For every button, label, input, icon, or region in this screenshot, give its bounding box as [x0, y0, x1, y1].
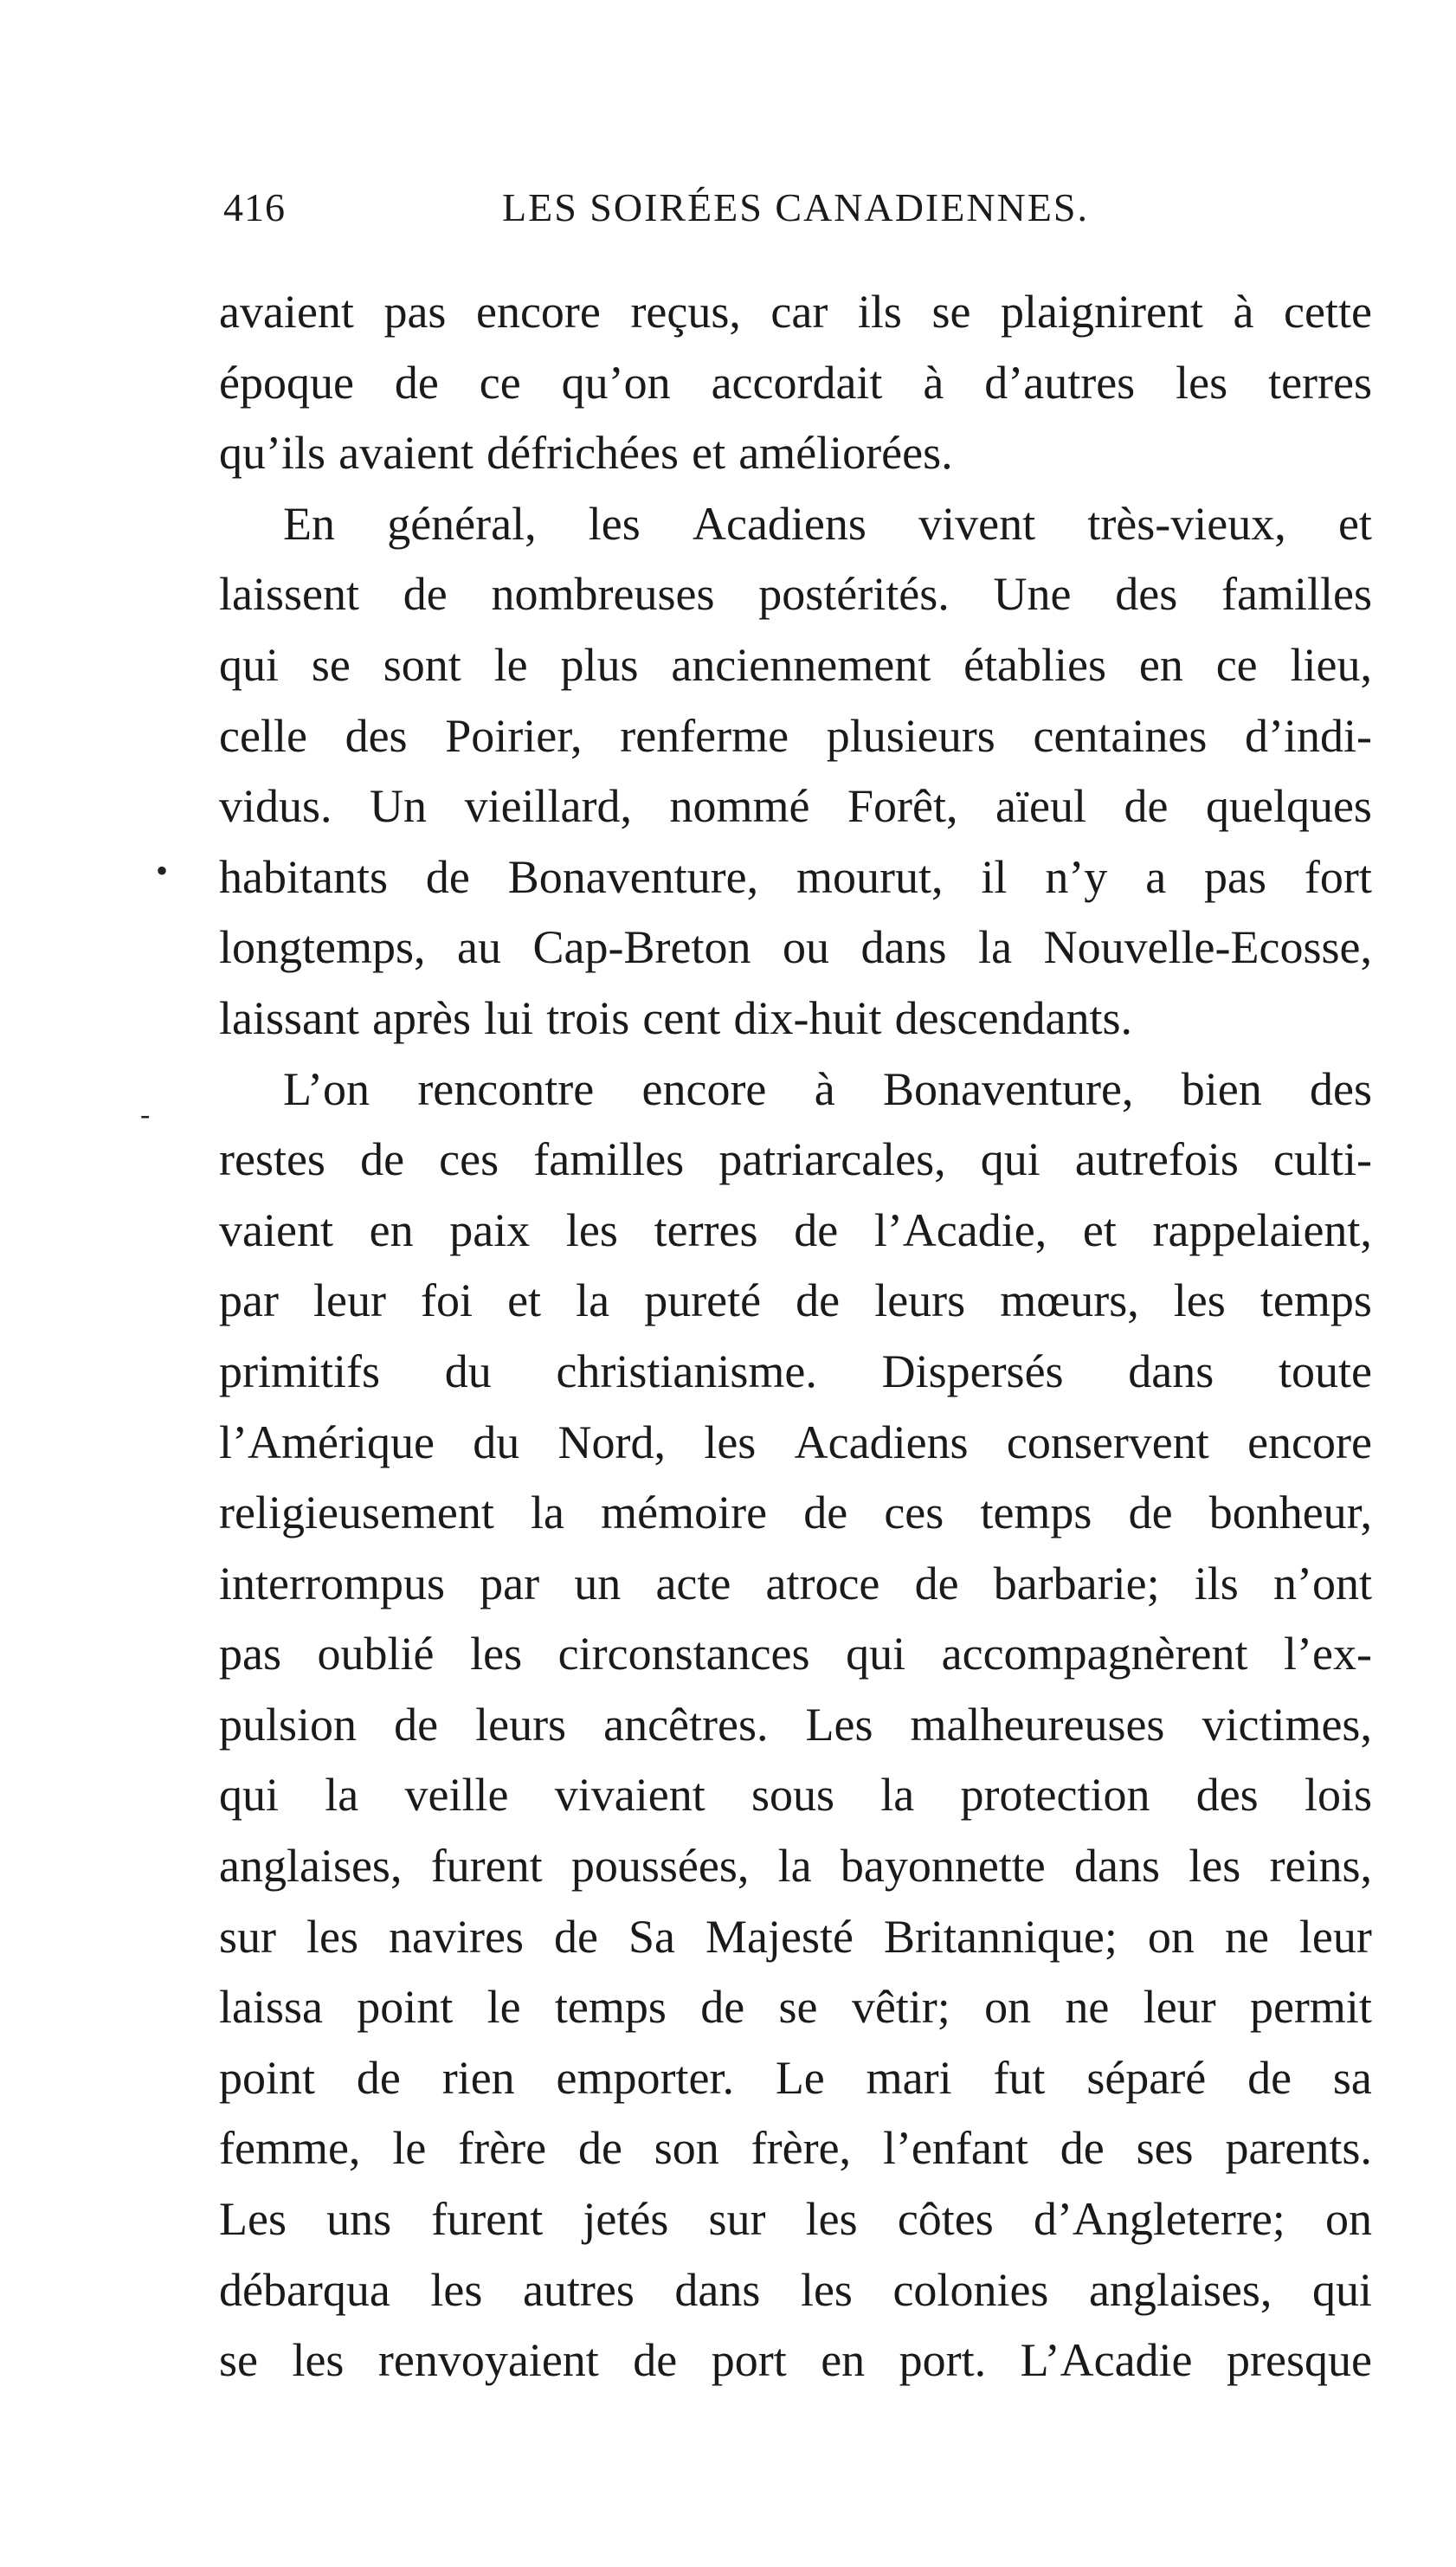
word: de: [633, 2334, 678, 2387]
word: les: [306, 1910, 359, 1963]
word: dans: [674, 2263, 761, 2316]
word: anciennement: [671, 638, 931, 691]
word: malheureuses: [910, 1698, 1165, 1751]
word: pas: [383, 286, 447, 338]
word: l’ex-: [1284, 1628, 1372, 1680]
word: on: [984, 1981, 1032, 2034]
word: port.: [899, 2334, 987, 2387]
word: interrompus: [219, 1557, 445, 1609]
word: vidus.: [219, 780, 332, 833]
word: leur: [1298, 1910, 1372, 1963]
word: les: [800, 2263, 853, 2316]
word: le: [486, 1981, 521, 2034]
word: primitifs: [219, 1345, 380, 1397]
word: femme,: [219, 2122, 361, 2175]
word: le: [392, 2122, 427, 2175]
text-line: [219, 1055, 1372, 1125]
word: de: [553, 1910, 598, 1963]
word: quelques: [1205, 780, 1372, 833]
word: temps: [1260, 1274, 1372, 1327]
text-line: [219, 1125, 1372, 1196]
word: au: [457, 921, 501, 974]
word: nombreuses: [491, 568, 715, 621]
word: du: [444, 1345, 492, 1397]
word: Acadiens: [794, 1416, 969, 1468]
word: époque: [219, 356, 354, 409]
word: et: [1082, 1203, 1117, 1256]
word: vivent: [918, 497, 1036, 550]
text-line: [219, 277, 1372, 348]
word: lois: [1304, 1769, 1372, 1822]
word: d’indi-: [1245, 709, 1372, 762]
word: général,: [387, 497, 537, 550]
word: à: [1233, 286, 1254, 338]
word: dans: [860, 921, 947, 974]
word: de: [1247, 2051, 1292, 2104]
word: centaines: [1033, 709, 1208, 762]
word: leurs: [475, 1698, 567, 1751]
word: uns: [326, 2193, 392, 2246]
word: anglaises,: [1088, 2263, 1272, 2316]
word: l’enfant: [882, 2122, 1028, 2175]
word: défrichées: [486, 427, 680, 480]
word: port: [711, 2334, 787, 2387]
word: son: [654, 2122, 719, 2175]
text-line: [219, 1266, 1372, 1337]
word: toute: [1278, 1345, 1372, 1397]
running-title: LES SOIRÉES CANADIENNES.: [502, 185, 1089, 229]
word: qu’ils: [219, 427, 326, 480]
word: plus: [560, 638, 639, 691]
word: cent: [642, 991, 721, 1044]
word: pulsion: [219, 1698, 358, 1751]
text-line: [219, 1478, 1372, 1549]
word: séparé: [1086, 2051, 1207, 2104]
text-line: [219, 630, 1372, 701]
word: Britannique;: [883, 1910, 1118, 1963]
text-line: [219, 1549, 1372, 1620]
word: les: [588, 497, 641, 550]
word: de: [356, 2051, 401, 2104]
word: du: [473, 1416, 520, 1468]
word: acte: [655, 1557, 731, 1609]
word: Acadiens: [693, 497, 867, 550]
word: des: [1195, 1769, 1259, 1822]
word: le: [493, 638, 528, 691]
word: anglaises,: [219, 1840, 403, 1893]
word: Nouvelle-Ecosse,: [1043, 921, 1372, 974]
word: autrefois: [1074, 1133, 1239, 1186]
word: ancêtres.: [603, 1698, 769, 1751]
margin-dot-mark: •: [156, 851, 169, 890]
word: victimes,: [1202, 1698, 1372, 1751]
word: ces: [884, 1487, 944, 1539]
word: ces: [439, 1133, 499, 1186]
word: qui: [219, 1769, 280, 1822]
word: mari: [866, 2051, 952, 2104]
word: la: [531, 1487, 565, 1539]
word: terres: [1268, 356, 1372, 409]
word: qui: [980, 1133, 1040, 1186]
word: en: [821, 2334, 866, 2387]
word: aïeul: [995, 780, 1086, 833]
text-line: [219, 348, 1372, 419]
word: la: [777, 1840, 812, 1893]
word: il: [981, 850, 1008, 903]
word: Sa: [628, 1910, 675, 1963]
text-line: [219, 1831, 1372, 1902]
word: lui: [484, 991, 534, 1044]
word: leurs: [874, 1274, 966, 1327]
word: se: [931, 286, 971, 338]
word: de: [803, 1487, 848, 1539]
word: Nord,: [557, 1416, 667, 1468]
word: la: [576, 1274, 610, 1327]
word: atroce: [765, 1557, 880, 1609]
word: de: [394, 356, 439, 409]
word: on: [1324, 2193, 1372, 2246]
word: très-vieux,: [1087, 497, 1286, 550]
word: ce: [479, 356, 521, 409]
word: vieillard,: [464, 780, 632, 833]
word: en: [1138, 638, 1183, 691]
word: laissant: [219, 991, 359, 1044]
word: ne: [1065, 1981, 1110, 2034]
word: temps: [980, 1487, 1092, 1539]
word: pureté: [644, 1274, 762, 1327]
word: vivaient: [554, 1769, 705, 1822]
word: leur: [1143, 1981, 1216, 2034]
word: de: [577, 2122, 622, 2175]
word: n’y: [1045, 850, 1108, 903]
word: L’on: [283, 1062, 370, 1115]
word: christianisme.: [556, 1345, 817, 1397]
word: l’Acadie,: [873, 1203, 1047, 1256]
text-line: [219, 1902, 1372, 1973]
word: un: [574, 1557, 622, 1609]
word: habitants: [219, 850, 388, 903]
word: dans: [1074, 1840, 1161, 1893]
word: Un: [370, 780, 428, 833]
word: L’Acadie: [1020, 2334, 1193, 2387]
running-header: [223, 182, 1368, 242]
word: frère,: [751, 2122, 852, 2175]
word: Poirier,: [445, 709, 583, 762]
word: on: [1147, 1910, 1195, 1963]
word: renferme: [620, 709, 789, 762]
word: terres: [654, 1203, 758, 1256]
word: autres: [522, 2263, 635, 2316]
word: en: [369, 1203, 414, 1256]
word: se: [778, 1981, 818, 2034]
text-line: [219, 771, 1372, 842]
text-line: [219, 1690, 1372, 1761]
word: ou: [783, 921, 830, 974]
word: l’Amérique: [219, 1416, 435, 1468]
word: des: [1310, 1062, 1372, 1115]
word: renvoyaient: [377, 2334, 599, 2387]
word: débarqua: [219, 2263, 390, 2316]
word: d’autres: [984, 356, 1136, 409]
word: et: [1337, 497, 1372, 550]
word: En: [283, 497, 335, 550]
text-line: [219, 1760, 1372, 1831]
word: les: [565, 1203, 618, 1256]
word: veille: [404, 1769, 509, 1822]
word: frère: [458, 2122, 547, 2175]
word: parents.: [1225, 2122, 1372, 2175]
word: longtemps,: [219, 921, 426, 974]
word: qu’on: [561, 356, 671, 409]
word: emporter.: [556, 2051, 734, 2104]
word: rencontre: [417, 1062, 595, 1115]
text-line: [219, 1619, 1372, 1690]
word: leur: [313, 1274, 386, 1327]
word: Majesté: [705, 1910, 854, 1963]
word: sont: [383, 638, 461, 691]
word: la: [978, 921, 1013, 974]
word: sa: [1332, 2051, 1372, 2104]
word: la: [325, 1769, 359, 1822]
text-line: [219, 2113, 1372, 2184]
word: foi: [421, 1274, 474, 1327]
text-line: [219, 984, 1372, 1055]
word: dix-huit: [733, 991, 882, 1044]
word: de: [360, 1133, 405, 1186]
word: reins,: [1269, 1840, 1372, 1893]
word: après: [372, 991, 472, 1044]
word: les: [1189, 1840, 1241, 1893]
word: colonies: [892, 2263, 1049, 2316]
word: oublié: [317, 1628, 435, 1680]
word: protection: [960, 1769, 1150, 1822]
word: paix: [449, 1203, 531, 1256]
word: d’Angleterre;: [1033, 2193, 1285, 2246]
word: côtes: [897, 2193, 994, 2246]
word: ils: [1194, 1557, 1239, 1609]
word: familles: [533, 1133, 685, 1186]
word: encore: [641, 1062, 767, 1115]
word: les: [430, 2263, 483, 2316]
word: de: [914, 1557, 959, 1609]
body-text: [219, 277, 1372, 2396]
word: rien: [441, 2051, 515, 2104]
text-line: [219, 2184, 1372, 2255]
word: Forêt,: [847, 780, 958, 833]
word: reçus,: [630, 286, 741, 338]
word: conservent: [1006, 1416, 1209, 1468]
word: descendants.: [894, 991, 1132, 1044]
word: mœurs,: [1000, 1274, 1139, 1327]
word: Les: [805, 1698, 873, 1751]
page-number: 416: [223, 185, 286, 229]
word: ils: [857, 286, 902, 338]
word: ses: [1136, 2122, 1194, 2175]
word: de: [796, 1274, 841, 1327]
word: religieusement: [219, 1487, 494, 1539]
word: de: [1060, 2122, 1105, 2175]
word: Bonaventure,: [883, 1062, 1134, 1115]
word: les: [292, 2334, 345, 2387]
text-line: [219, 1408, 1372, 1479]
word: circonstances: [557, 1628, 810, 1680]
word: car: [770, 286, 828, 338]
word: à: [923, 356, 944, 409]
word: avaient: [338, 427, 474, 480]
word: de: [794, 1203, 839, 1256]
word: culti-: [1272, 1133, 1372, 1186]
word: furent: [431, 2193, 544, 2246]
word: sur: [708, 2193, 766, 2246]
text-line: [219, 913, 1372, 984]
margin-dash-mark: -: [140, 1099, 151, 1131]
word: vêtir;: [851, 1981, 950, 2034]
word: ne: [1224, 1910, 1269, 1963]
text-line: [219, 559, 1372, 630]
word: a: [1145, 850, 1167, 903]
word: Le: [775, 2051, 825, 2104]
word: Dispersés: [881, 1345, 1064, 1397]
word: de: [1128, 1487, 1173, 1539]
word: encore: [476, 286, 601, 338]
word: poussées,: [570, 1840, 750, 1893]
word: établies: [963, 638, 1106, 691]
word: des: [345, 709, 408, 762]
word: et: [507, 1274, 542, 1327]
word: de: [1124, 780, 1169, 833]
word: les: [1173, 1274, 1226, 1327]
word: de: [425, 850, 470, 903]
word: jetés: [583, 2193, 669, 2246]
text-line: [219, 1972, 1372, 2043]
word: et: [692, 427, 726, 480]
text-line: [219, 1337, 1372, 1408]
word: cette: [1284, 286, 1372, 338]
word: fut: [993, 2051, 1046, 2104]
word: pas: [1204, 850, 1267, 903]
word: rappelaient,: [1152, 1203, 1372, 1256]
text-line: [219, 2043, 1372, 2114]
word: celle: [219, 709, 307, 762]
text-line: [219, 1196, 1372, 1267]
word: de: [394, 1698, 439, 1751]
word: de: [700, 1981, 745, 2034]
word: bien: [1181, 1062, 1262, 1115]
text-line: [219, 418, 1372, 489]
word: lieu,: [1290, 638, 1372, 691]
word: vaient: [219, 1203, 333, 1256]
word: accordait: [711, 356, 883, 409]
word: restes: [219, 1133, 325, 1186]
word: bonheur,: [1208, 1487, 1372, 1539]
word: trois: [546, 991, 630, 1044]
word: mémoire: [601, 1487, 768, 1539]
word: les: [470, 1628, 523, 1680]
word: Les: [219, 2193, 287, 2246]
text-line: [219, 2255, 1372, 2326]
word: se: [219, 2334, 258, 2387]
word: avaient: [219, 286, 354, 338]
word: améliorées.: [738, 427, 953, 480]
word: plaignirent: [1001, 286, 1203, 338]
word: se: [311, 638, 351, 691]
word: furent: [430, 1840, 543, 1893]
text-line: [219, 489, 1372, 560]
word: nommé: [669, 780, 810, 833]
word: Une: [993, 568, 1072, 621]
word: à: [814, 1062, 835, 1115]
word: presque: [1227, 2334, 1372, 2387]
word: ce: [1215, 638, 1258, 691]
word: Bonaventure,: [507, 850, 759, 903]
word: dans: [1128, 1345, 1214, 1397]
word: permit: [1249, 1981, 1372, 2034]
word: fort: [1304, 850, 1372, 903]
word: laissent: [219, 568, 359, 621]
word: pas: [219, 1628, 281, 1680]
word: postérités.: [758, 568, 950, 621]
word: Cap-Breton: [532, 921, 751, 974]
word: la: [880, 1769, 915, 1822]
word: par: [480, 1557, 540, 1609]
word: les: [704, 1416, 757, 1468]
word: temps: [554, 1981, 667, 2034]
word: point: [219, 2051, 316, 2104]
word: sous: [751, 1769, 834, 1822]
word: laissa: [219, 1981, 323, 2034]
word: point: [357, 1981, 454, 2034]
word: barbarie;: [993, 1557, 1160, 1609]
word: par: [219, 1274, 279, 1327]
word: de: [403, 568, 448, 621]
word: accompagnèrent: [941, 1628, 1248, 1680]
word: patriarcales,: [718, 1133, 946, 1186]
text-line: [219, 842, 1372, 913]
word: qui: [846, 1628, 906, 1680]
word: sur: [219, 1910, 276, 1963]
word: encore: [1247, 1416, 1372, 1468]
word: qui: [1311, 2263, 1372, 2316]
word: mourut,: [796, 850, 944, 903]
word: n’ont: [1272, 1557, 1372, 1609]
word: qui: [219, 638, 280, 691]
word: navires: [389, 1910, 524, 1963]
word: bayonnette: [840, 1840, 1046, 1893]
word: plusieurs: [826, 709, 995, 762]
word: des: [1115, 568, 1178, 621]
text-line: [219, 2325, 1372, 2396]
text-line: [219, 701, 1372, 772]
word: familles: [1221, 568, 1372, 621]
word: les: [1176, 356, 1228, 409]
word: les: [805, 2193, 858, 2246]
